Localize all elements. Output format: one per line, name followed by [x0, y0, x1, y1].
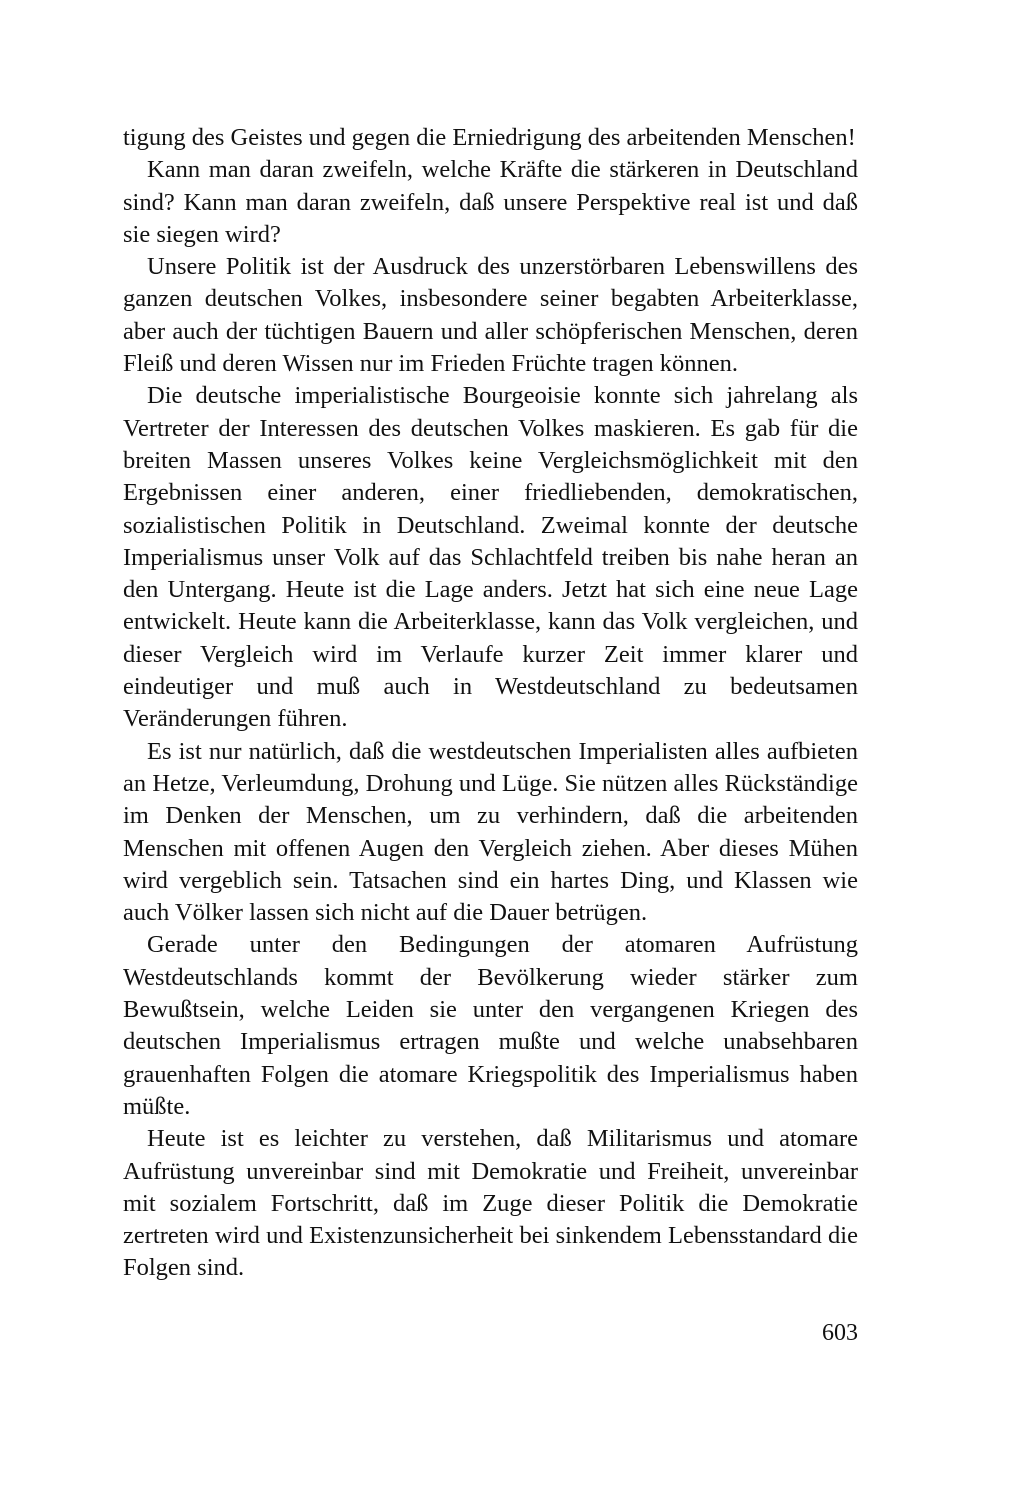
paragraph-4: Die deutsche imperialistische Bourgeoisie konnte sich jahrelang als Vertreter der Interessen des deutschen Volkes maskieren. Es gab für die breiten Massen unseres Volkes keine Vergleichsmöglichkeit mit den Ergebnissen einer anderen, einer friedliebenden, demokratischen, sozialistischen Politik in Deutschland. Zweimal konnte der deutsche Imperialismus unser Volk auf das Schlachtfeld treiben bis nahe heran an den Untergang. Heute ist die Lage anders. Jetzt hat sich eine neue Lage entwickelt. Heute kann die Arbeiterklasse, kann das Volk vergleichen, und dieser Vergleich wird im Verlaufe kurzer Zeit immer klarer und eindeutiger und muß auch in Westdeutschland zu bedeutsamen Veränderungen führen.	[123, 382, 858, 733]
paragraph-7: Heute ist es leichter zu verstehen, daß Militarismus und atomare Aufrüstung unvereinbar sind mit Demokratie und Freiheit, unvereinbar mit sozialem Fortschritt, daß im Zuge dieser Politik die Demokratie zertreten wird und Existenzunsicherheit bei sinkendem Lebensstandard die Folgen sind.	[123, 1125, 858, 1282]
body-text	[123, 122, 858, 1285]
paragraph-6: Gerade unter den Bedingungen der atomaren Aufrüstung Westdeutschlands kommt der Bevölkerung wieder stärker zum Bewußtsein, welche Leiden sie unter den vergangenen Kriegen des deutschen Imperialismus ertragen mußte und welche unabsehbaren grauenhaften Folgen die atomare Kriegspolitik des Imperialismus haben müßte.	[123, 931, 858, 1120]
paragraph-5: Es ist nur natürlich, daß die westdeutschen Imperialisten alles aufbieten an Hetze, Verleumdung, Drohung und Lüge. Sie nützen alles Rückständige im Denken der Menschen, um zu verhindern, daß die arbeitenden Menschen mit offenen Augen den Vergleich ziehen. Aber dieses Mühen wird vergeblich sein. Tatsachen sind ein hartes Ding, und Klassen wie auch Völker lassen sich nicht auf die Dauer betrügen.	[123, 737, 858, 927]
paragraph-1: tigung des Geistes und gegen die Erniedrigung des arbeitenden Menschen!	[123, 124, 856, 151]
page-number: 603	[822, 1320, 858, 1346]
paragraph-2: Kann man daran zweifeln, welche Kräfte die stärkeren in Deutschland sind? Kann man daran zweifeln, daß unsere Perspektive real ist und daß sie siegen wird?	[123, 156, 858, 248]
paragraph-3: Unsere Politik ist der Ausdruck des unzerstörbaren Lebenswillens des ganzen deutschen Volkes, insbesondere seiner begabten Arbeiterklasse, aber auch der tüchtigen Bauern und aller schöpferischen Menschen, deren Fleiß und deren Wissen nur im Frieden Früchte tragen können.	[123, 253, 858, 378]
